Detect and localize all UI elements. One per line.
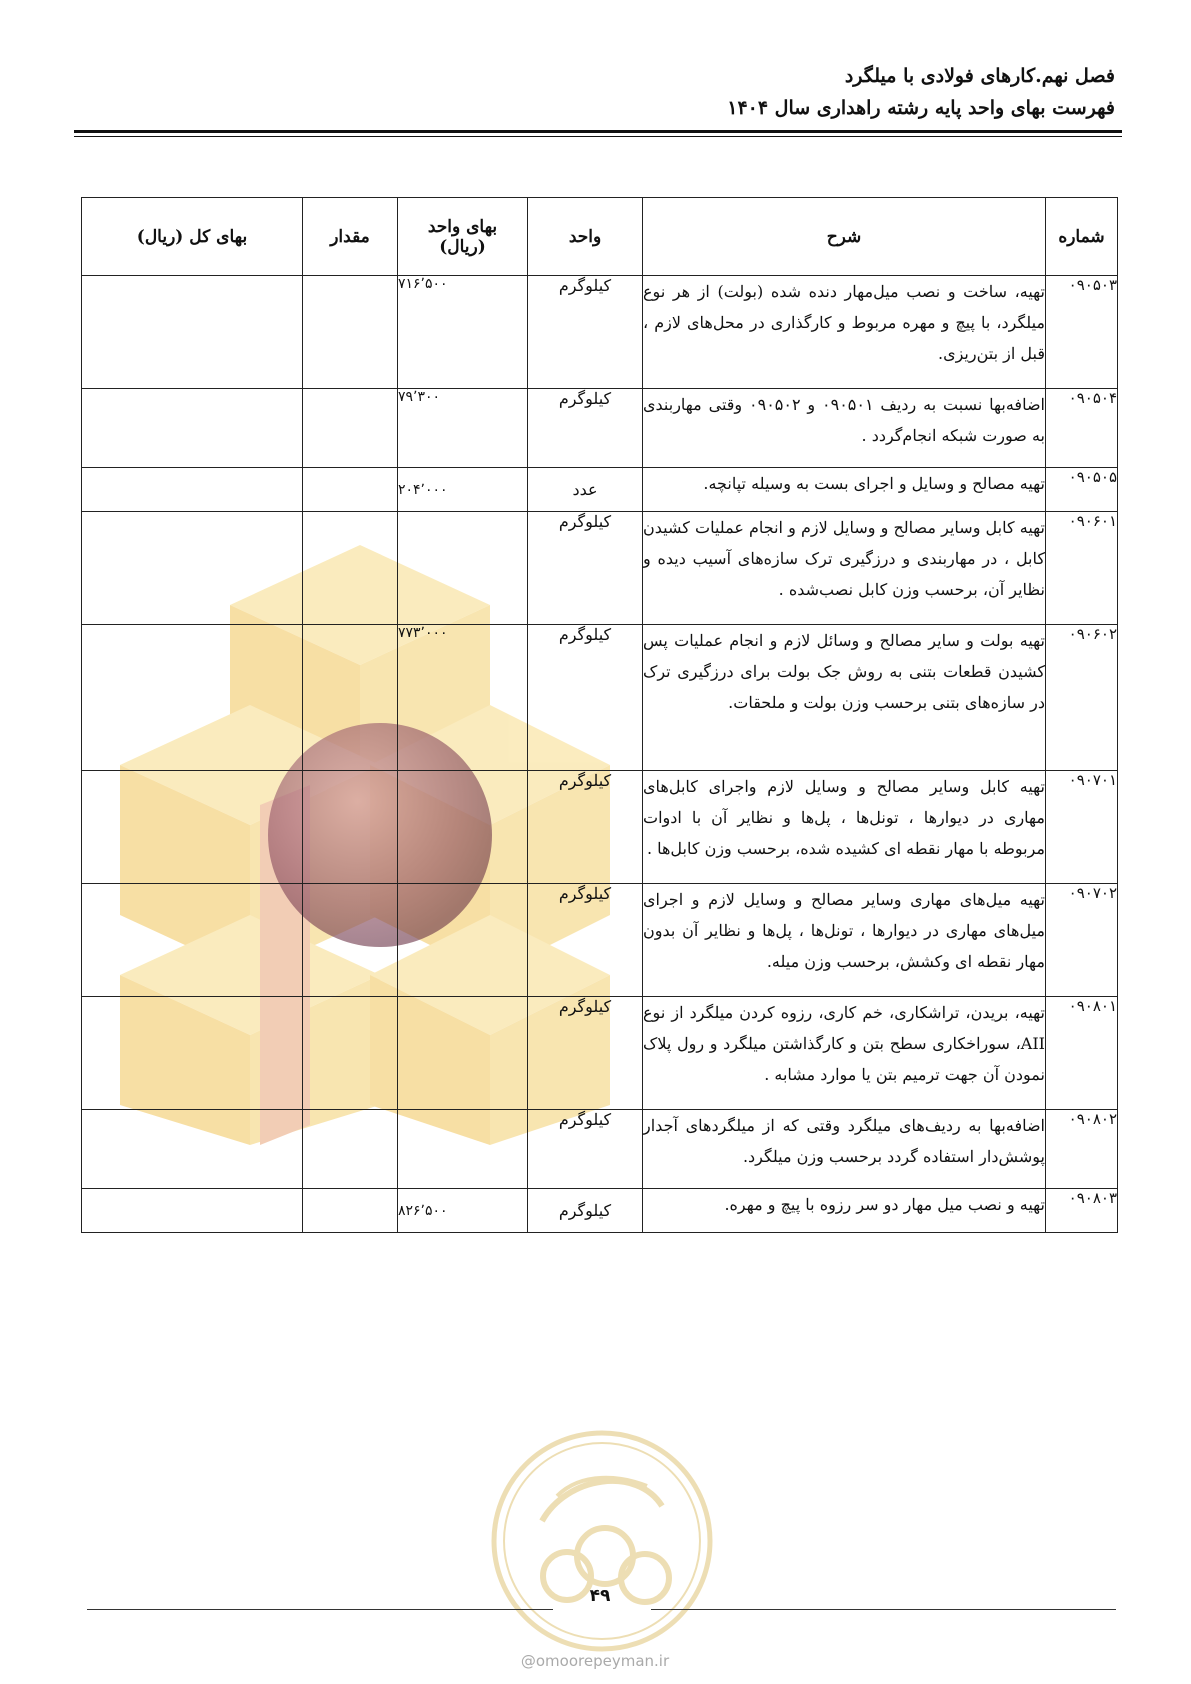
- row-unit-price: [398, 1110, 528, 1189]
- footer-rule-right: [651, 1609, 1116, 1610]
- row-total-price: [82, 389, 303, 468]
- row-total-price: [82, 625, 303, 771]
- header-rule-thin: [74, 136, 1122, 137]
- price-list-title: فهرست بهای واحد پایه رشته راهداری سال ۱۴۰۴: [727, 97, 1115, 119]
- table-row: [82, 1189, 1118, 1233]
- table-row: [82, 625, 1118, 771]
- row-unit-price: [398, 512, 528, 625]
- price-table: [81, 197, 1118, 1233]
- row-unit: کیلوگرم: [528, 389, 643, 468]
- row-number: ۰۹۰۵۰۵: [1046, 468, 1118, 512]
- page-number: ۴۹: [589, 1586, 611, 1606]
- col-header-total-price: بهای کل (ریال): [82, 198, 303, 276]
- row-unit-price: [398, 884, 528, 997]
- row-number: ۰۹۰۶۰۱: [1046, 512, 1118, 625]
- page-header: [65, 60, 1115, 124]
- row-total-price: [82, 884, 303, 997]
- row-description: اضافه‌بها نسبت به ردیف ۰۹۰۵۰۱ و ۰۹۰۵۰۲ وقتی مهاربندی به صورت شبکه انجام‌گردد .: [643, 389, 1046, 468]
- row-unit-price: ۷۹٬۳۰۰: [398, 389, 528, 468]
- row-total-price: [82, 276, 303, 389]
- row-description: تهیه مصالح و وسایل و اجرای بست به وسیله تپانچه.: [643, 468, 1046, 512]
- row-number: ۰۹۰۸۰۱: [1046, 997, 1118, 1110]
- row-total-price: [82, 1110, 303, 1189]
- row-description: اضافه‌بها به ردیف‌های میلگرد وقتی که از میلگردهای آجدار پوشش‌دار استفاده گردد برحسب وزن میلگرد.: [643, 1110, 1046, 1189]
- footer-rule-left: [87, 1609, 553, 1610]
- row-total-price: [82, 997, 303, 1110]
- row-quantity: [303, 771, 398, 884]
- row-description: تهیه، بریدن، تراشکاری، خم کاری، رزوه کردن میلگرد از نوع AII، سوراخکاری سطح بتن و کارگذاشتن میلگرد و رول پلاک نمودن آن جهت ترمیم بتن یا موارد مشابه .: [643, 997, 1046, 1110]
- row-unit: کیلوگرم: [528, 997, 643, 1110]
- col-header-description: شرح: [643, 198, 1046, 276]
- row-total-price: [82, 512, 303, 625]
- logo-seal: [487, 1426, 717, 1656]
- row-unit-price: ۲۰۴٬۰۰۰: [398, 468, 528, 512]
- row-unit: عدد: [528, 468, 643, 512]
- chapter-title: فصل نهم.کارهای فولادی با میلگرد: [844, 65, 1115, 87]
- row-unit-price: [398, 771, 528, 884]
- table-row: [82, 512, 1118, 625]
- table-row: [82, 997, 1118, 1110]
- row-unit: کیلوگرم: [528, 276, 643, 389]
- row-quantity: [303, 997, 398, 1110]
- table-row: [82, 884, 1118, 997]
- row-quantity: [303, 884, 398, 997]
- row-quantity: [303, 512, 398, 625]
- row-total-price: [82, 771, 303, 884]
- row-quantity: [303, 276, 398, 389]
- row-unit: کیلوگرم: [528, 512, 643, 625]
- row-unit: کیلوگرم: [528, 771, 643, 884]
- table-row: [82, 771, 1118, 884]
- col-header-unit-price-currency: (ریال): [439, 236, 486, 257]
- row-unit-price: ۸۲۶٬۵۰۰: [398, 1189, 528, 1233]
- row-quantity: [303, 389, 398, 468]
- row-quantity: [303, 625, 398, 771]
- header-rule-thick: [74, 130, 1122, 133]
- watermark-url: @omoorepeyman.ir: [520, 1652, 670, 1670]
- row-description: تهیه میل‌های مهاری وسایر مصالح و وسایل لازم و اجرای میل‌های مهاری در دیوارها ، تونل‌ها ، پل‌ها و نظایر آن بدون مهار نقطه ای وکشش، برحسب وزن میله.: [643, 884, 1046, 997]
- row-description: تهیه و نصب میل مهار دو سر رزوه با پیچ و مهره.: [643, 1189, 1046, 1233]
- row-description: تهیه، ساخت و نصب میل‌مهار دنده شده (بولت) از هر نوع میلگرد، با پیچ و مهره مربوط و کارگذاری در محل‌های لازم ، قبل از بتن‌ریزی.: [643, 276, 1046, 389]
- row-quantity: [303, 468, 398, 512]
- row-unit-price: ۷۷۳٬۰۰۰: [398, 625, 528, 771]
- col-header-unit-price-label: بهای واحد: [427, 216, 498, 237]
- row-quantity: [303, 1189, 398, 1233]
- row-number: ۰۹۰۸۰۲: [1046, 1110, 1118, 1189]
- row-quantity: [303, 1110, 398, 1189]
- col-header-quantity: مقدار: [303, 198, 398, 276]
- table-header-row: [82, 198, 1118, 276]
- row-unit-price: [398, 997, 528, 1110]
- row-unit-price: ۷۱۶٬۵۰۰: [398, 276, 528, 389]
- row-total-price: [82, 1189, 303, 1233]
- col-header-unit-price: [398, 198, 528, 276]
- row-unit: کیلوگرم: [528, 884, 643, 997]
- table-row: [82, 1110, 1118, 1189]
- row-number: ۰۹۰۸۰۳: [1046, 1189, 1118, 1233]
- row-number: ۰۹۰۵۰۴: [1046, 389, 1118, 468]
- table-row: [82, 468, 1118, 512]
- col-header-unit: واحد: [528, 198, 643, 276]
- row-unit: کیلوگرم: [528, 1189, 643, 1233]
- row-description: تهیه کابل وسایر مصالح و وسایل لازم واجرای کابل‌های مهاری در دیوارها ، تونل‌ها ، پل‌ها و نظایر آن با ادوات مربوطه با مهار نقطه ای کشیده شده، برحسب وزن کابل‌ها .: [643, 771, 1046, 884]
- row-number: ۰۹۰۶۰۲: [1046, 625, 1118, 771]
- row-number: ۰۹۰۷۰۲: [1046, 884, 1118, 997]
- row-description: تهیه کابل وسایر مصالح و وسایل لازم و انجام عملیات کشیدن کابل ، در مهاربندی و درزگیری ترک سازه‌های آسیب دیده و نظایر آن، برحسب وزن کابل نصب‌شده .: [643, 512, 1046, 625]
- row-description: تهیه بولت و سایر مصالح و وسائل لازم و انجام عملیات پس کشیدن قطعات بتنی به روش جک بولت برای درزگیری ترک در سازه‌های بتنی برحسب وزن بولت و ملحقات.: [643, 625, 1046, 771]
- table-row: [82, 389, 1118, 468]
- row-unit: کیلوگرم: [528, 1110, 643, 1189]
- table-row: [82, 276, 1118, 389]
- row-number: ۰۹۰۷۰۱: [1046, 771, 1118, 884]
- row-number: ۰۹۰۵۰۳: [1046, 276, 1118, 389]
- row-unit: کیلوگرم: [528, 625, 643, 771]
- row-total-price: [82, 468, 303, 512]
- col-header-number: شماره: [1046, 198, 1118, 276]
